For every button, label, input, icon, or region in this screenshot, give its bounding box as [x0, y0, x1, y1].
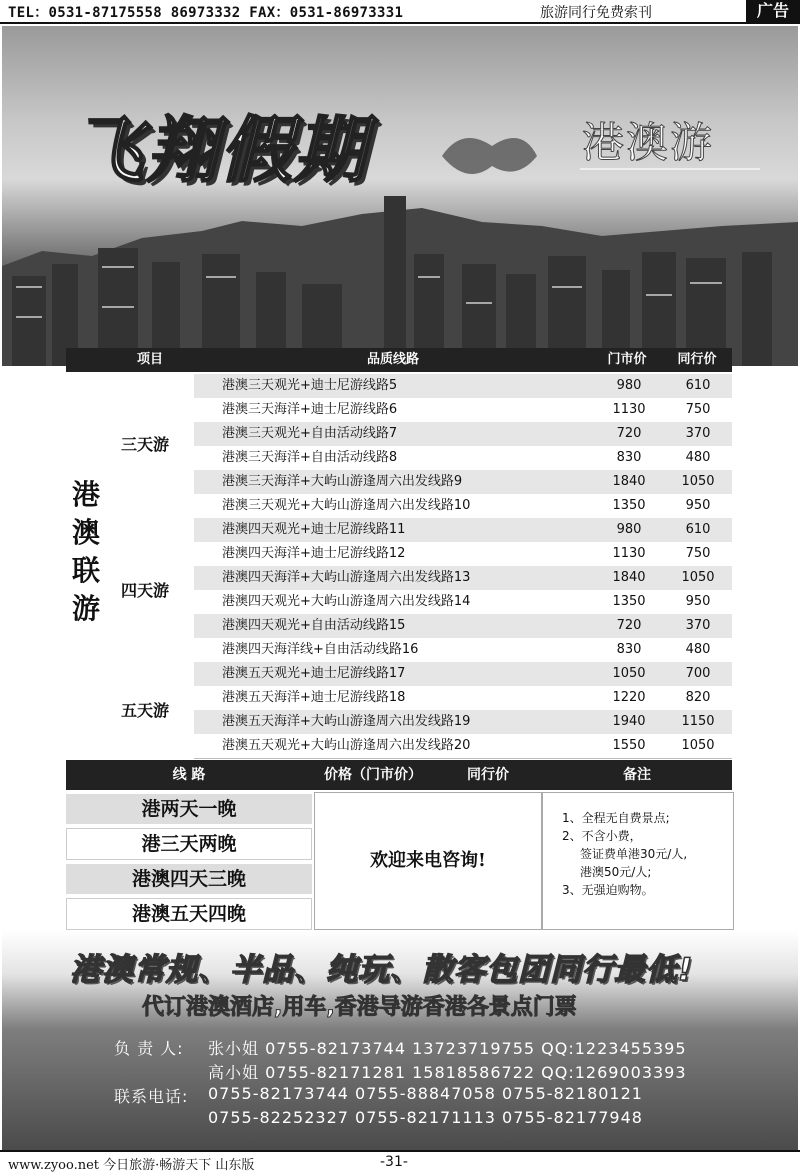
table-row	[194, 614, 732, 639]
retail-price: 1550	[612, 738, 646, 753]
route-name: 港澳四天海洋线+自由活动线路16	[222, 642, 419, 657]
phone-list-1: 0755-82173744 0755-88847058 0755-82180121	[208, 1084, 643, 1103]
trade-price: 1050	[681, 474, 715, 489]
table-row	[194, 662, 732, 687]
route-name: 港澳四天观光+大屿山游逢周六出发线路14	[222, 594, 471, 609]
retail-price: 1130	[612, 546, 646, 561]
route-name: 港澳四天观光+自由活动线路15	[222, 618, 406, 633]
retail-price: 1050	[612, 666, 646, 681]
route-name: 港澳五天海洋+大屿山游逢周六出发线路19	[222, 714, 471, 729]
trade-price: 610	[685, 522, 711, 537]
route-name: 港澳五天观光+迪士尼游线路17	[222, 666, 406, 681]
retail-price: 720	[616, 618, 642, 633]
trade-price: 370	[685, 426, 711, 441]
route-name: 港澳三天海洋+自由活动线路8	[222, 450, 398, 465]
note-4: 港澳50元/人;	[580, 865, 652, 879]
retail-price: 1130	[612, 402, 646, 417]
group-column	[106, 372, 194, 754]
retail-price: 830	[616, 642, 642, 657]
header-retail: 门市价	[607, 352, 647, 367]
retail-price: 1350	[612, 498, 646, 513]
page-number: -31-	[380, 1154, 408, 1170]
brand-title: 飞翔假期	[72, 108, 369, 192]
slogan-secondary: 代订港澳酒店,用车,香港导游香港各景点门票	[142, 995, 577, 1020]
trade-price: 480	[685, 642, 711, 657]
route-name: 港澳四天海洋+迪士尼游线路12	[222, 546, 406, 561]
note-5: 3、无强迫购物。	[562, 883, 654, 897]
route-name: 港澳四天观光+迪士尼游线路11	[222, 522, 406, 537]
bottom-divider	[0, 1150, 800, 1152]
header-route: 品质线路	[366, 352, 419, 367]
table-row	[194, 374, 732, 399]
trade-price: 750	[685, 546, 711, 561]
table-row	[194, 638, 732, 663]
lower-route-3: 港澳四天三晚	[66, 864, 312, 894]
note-3: 签证费单港30元/人,	[580, 847, 688, 861]
header-trade: 同行价	[677, 352, 717, 367]
group-three-day: 三天游	[121, 435, 170, 454]
table-row	[194, 470, 732, 495]
table-row	[194, 590, 732, 615]
lower-header-trade: 同行价	[467, 767, 509, 783]
table-row	[194, 494, 732, 519]
lower-route-4: 港澳五天四晚	[66, 898, 312, 930]
trade-price: 700	[685, 666, 711, 681]
consult-text: 欢迎来电咨询!	[370, 850, 486, 871]
trade-price: 1050	[681, 738, 715, 753]
skyline-illustration	[2, 26, 798, 366]
note-1: 1、全程无自费景点;	[562, 811, 670, 825]
route-name: 港澳五天观光+大屿山游逢周六出发线路20	[222, 738, 471, 753]
group-four-day: 四天游	[121, 581, 170, 600]
subtitle-underline	[580, 168, 760, 170]
trade-price: 480	[685, 450, 711, 465]
route-name: 港澳四天海洋+大屿山游逢周六出发线路13	[222, 570, 471, 585]
trade-price: 610	[685, 378, 711, 393]
trade-price: 750	[685, 402, 711, 417]
route-name: 港澳三天观光+自由活动线路7	[222, 426, 398, 441]
route-name: 港澳五天海洋+迪士尼游线路18	[222, 690, 406, 705]
slogan-main: 港澳常规、半品、纯玩、散客包团同行最低!	[70, 952, 694, 988]
contact-person-1: 张小姐 0755-82173744 13723719755 QQ:1223455395	[208, 1039, 687, 1058]
lower-header-price: 价格（门市价）	[324, 767, 422, 783]
retail-price: 980	[616, 522, 642, 537]
retail-price: 1350	[612, 594, 646, 609]
retail-price: 1840	[612, 570, 646, 585]
brand-subtitle: 港澳游	[582, 118, 715, 167]
table-header	[66, 348, 732, 372]
phone-label: 联系电话:	[114, 1087, 189, 1106]
table-row	[194, 542, 732, 567]
route-name: 港澳三天观光+大屿山游逢周六出发线路10	[222, 498, 471, 513]
ad-tag: 广告	[746, 0, 800, 22]
note-2: 2、不含小费，	[562, 829, 642, 843]
table-row	[194, 398, 732, 423]
retail-price: 830	[616, 450, 642, 465]
retail-price: 1840	[612, 474, 646, 489]
retail-price: 1940	[612, 714, 646, 729]
retail-price: 980	[616, 378, 642, 393]
table-row	[194, 422, 732, 447]
side-label: 港澳联游	[71, 478, 100, 625]
trade-price: 820	[685, 690, 711, 705]
header-project: 项目	[136, 352, 163, 367]
phone-list-2: 0755-82252327 0755-82171113 0755-82177948	[208, 1108, 643, 1127]
contact-line: TEL：0531-87175558 86973332 FAX：0531-86973331	[8, 5, 404, 21]
table-row	[194, 518, 732, 543]
route-name: 港澳三天观光+迪士尼游线路5	[222, 378, 398, 393]
lower-route-2: 港三天两晚	[66, 828, 312, 860]
lower-header-route: 线 路	[172, 767, 206, 783]
retail-price: 720	[616, 426, 642, 441]
table-row	[194, 686, 732, 711]
trade-price: 950	[685, 498, 711, 513]
person-label: 负 责 人:	[114, 1039, 184, 1058]
trade-price: 1150	[681, 714, 715, 729]
contact-person-2: 高小姐 0755-82171281 15818586722 QQ:1269003393	[208, 1063, 687, 1082]
top-divider	[0, 22, 800, 24]
trade-price: 1050	[681, 570, 715, 585]
hero-banner	[2, 26, 798, 366]
lower-header-notes: 备注	[623, 767, 651, 783]
table-row	[194, 446, 732, 471]
group-five-day: 五天游	[121, 701, 170, 720]
publication-name: 旅游同行免费索刊	[540, 5, 652, 21]
route-name: 港澳三天海洋+迪士尼游线路6	[222, 402, 398, 417]
trade-price: 950	[685, 594, 711, 609]
retail-price: 1220	[612, 690, 646, 705]
site-footer: www.zyoo.net 今日旅游·畅游天下 山东版	[8, 1158, 255, 1173]
table-row	[194, 566, 732, 591]
lower-route-1: 港两天一晚	[66, 794, 312, 824]
table-row	[194, 734, 732, 759]
route-name: 港澳三天海洋+大屿山游逢周六出发线路9	[222, 474, 463, 489]
table-row	[194, 710, 732, 735]
trade-price: 370	[685, 618, 711, 633]
